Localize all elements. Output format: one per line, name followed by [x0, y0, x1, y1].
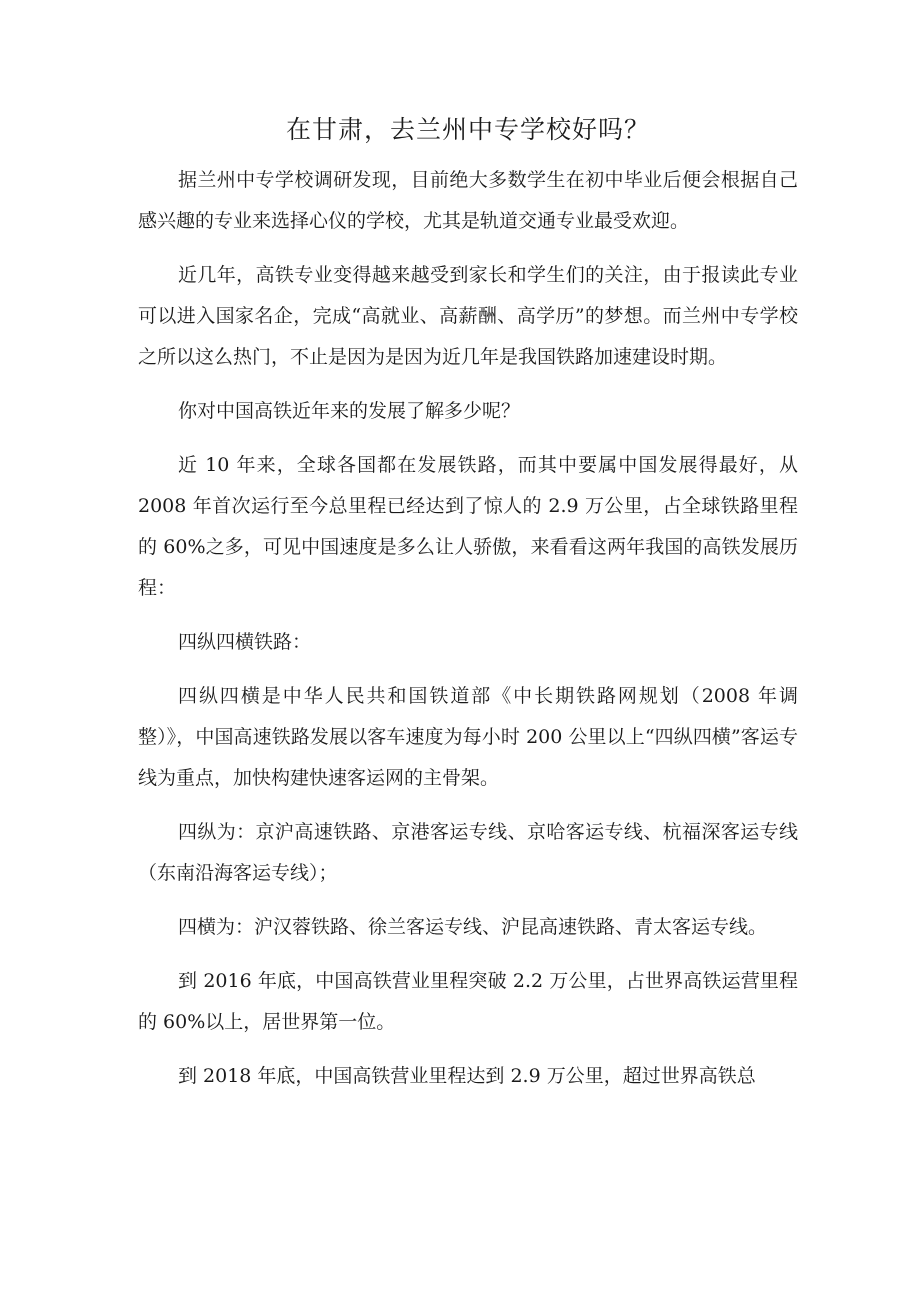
document-title: 在甘肃，去兰州中专学校好吗？ — [285, 115, 650, 144]
paragraph-1: 据兰州中专学校调研发现，目前绝大多数学生在初中毕业后便会根据自己感兴趣的专业来选择心仪的学校，尤其是轨道交通专业最受欢迎。 — [138, 169, 798, 232]
paragraph-9: 到 2016 年底，中国高铁营业里程突破 2.2 万公里，占世界高铁运营里程的 60%以上，居世界第一位。 — [138, 970, 798, 1033]
paragraph-2: 近几年，高铁专业变得越来越受到家长和学生们的关注，由于报读此专业可以进入国家名企，完成“高就业、高薪酬、高学历”的梦想。而兰州中专学校之所以这么热门，不止是因为是因为近几年是我国铁路加速建设时期。 — [138, 264, 798, 368]
document-page — [138, 108, 798, 1110]
paragraph-6: 四纵四横是中华人民共和国铁道部《中长期铁路网规划（2008 年调整）》，中国高速铁路发展以客车速度为每小时 200 公里以上“四纵四横”客运专线为重点，加快构建快速客运网的主骨架。 — [138, 685, 798, 789]
paragraph-3: 你对中国高铁近年来的发展了解多少呢？ — [178, 400, 521, 422]
paragraph-8: 四横为：沪汉蓉铁路、徐兰客运专线、沪昆高速铁路、青太客运专线。 — [178, 916, 768, 938]
paragraph-10: 到 2018 年底，中国高铁营业里程达到 2.9 万公里，超过世界高铁总 — [178, 1065, 756, 1087]
paragraph-5: 四纵四横铁路： — [178, 631, 312, 653]
paragraph-4: 近 10 年来，全球各国都在发展铁路，而其中要属中国发展得最好，从 2008 年首次运行至今总里程已经达到了惊人的 2.9 万公里，占全球铁路里程的 60%之多，可见中国速度是多么让人骄傲，来看看这两年我国的高铁发展历程： — [138, 454, 798, 599]
paragraph-7: 四纵为：京沪高速铁路、京港客运专线、京哈客运专线、杭福深客运专线（东南沿海客运专线）； — [138, 821, 798, 884]
